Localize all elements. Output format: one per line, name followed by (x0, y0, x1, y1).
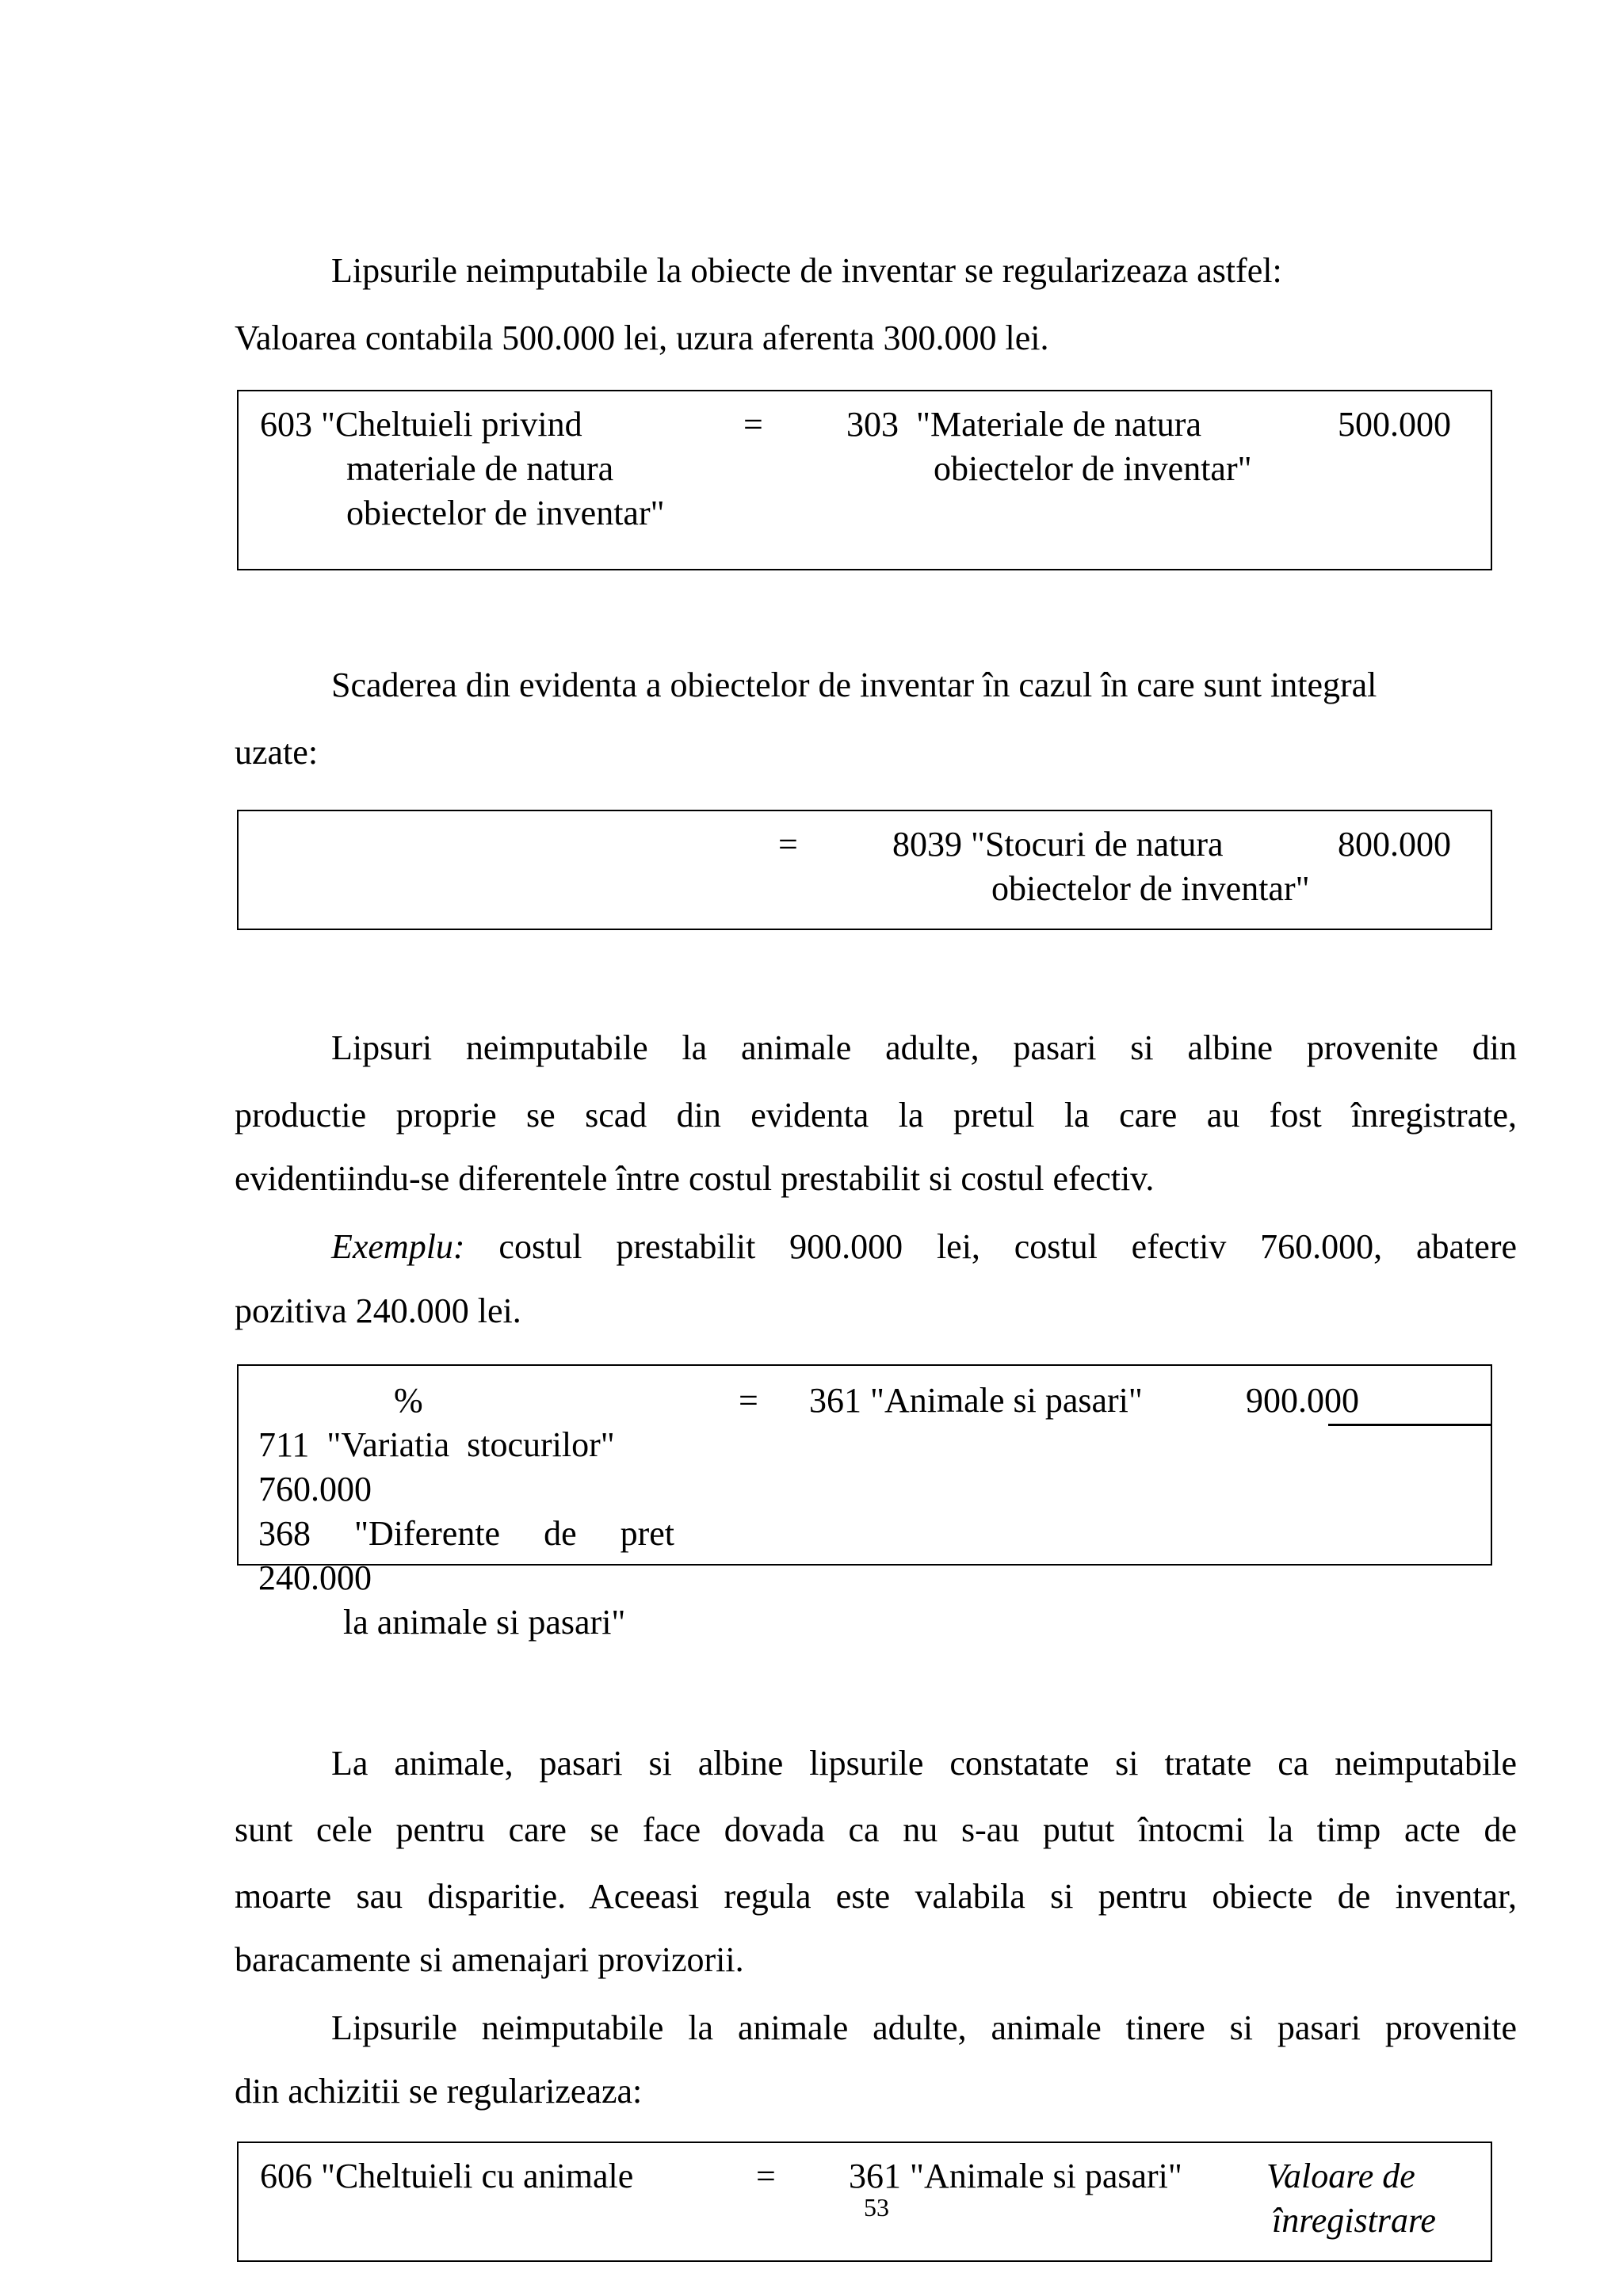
para2-line2: uzate: (235, 733, 319, 772)
entry1-equals: = (743, 405, 763, 444)
entry1-amount: 500.000 (1338, 405, 1451, 444)
entry4-equals: = (756, 2157, 776, 2195)
para1-line2: Valoarea contabila 500.000 lei, uzura aferenta 300.000 lei. (235, 318, 1049, 357)
para5-line4: baracamente si amenajari provizorii. (235, 1940, 744, 1979)
entry1-credit-line1: 303 "Materiale de natura (846, 405, 1201, 444)
para3-line2: productie proprie se scad din evidenta la pretul la care au fost înregistrate, (235, 1096, 1517, 1135)
para4-line1-rest: costul prestabilit 900.000 lei, costul efectiv 760.000, abatere (464, 1227, 1517, 1266)
para6-line2: din achizitii se regularizeaza: (235, 2072, 643, 2111)
para4-line2: pozitiva 240.000 lei. (235, 1291, 521, 1330)
para5-line3: moarte sau disparitie. Aceeasi regula este valabila si pentru obiecte de inventar, (235, 1877, 1517, 1916)
para2-line1: Scaderea din evidenta a obiectelor de inventar în cazul în care sunt integral (331, 666, 1377, 704)
accounting-entry-box-2 (237, 810, 1492, 930)
entry2-amount: 800.000 (1338, 825, 1451, 864)
entry3-debit-line5: la animale si pasari" (343, 1603, 626, 1642)
entry3-debit-line1: 711 "Variatia stocurilor" (258, 1425, 615, 1464)
entry1-credit-line2: obiectelor de inventar" (934, 449, 1252, 488)
entry2-credit-line2: obiectelor de inventar" (991, 869, 1310, 908)
page-number: 53 (864, 2193, 889, 2222)
entry3-debit-line3: 368 "Diferente de pret (258, 1514, 675, 1553)
entry1-debit-line2: materiale de natura (346, 449, 614, 488)
entry4-debit: 606 "Cheltuieli cu animale (260, 2157, 634, 2195)
para4-line1 (331, 1226, 1517, 1267)
entry3-amount: 900.000 (1246, 1381, 1359, 1420)
para3-line1: Lipsuri neimputabile la animale adulte, pasari si albine provenite din (331, 1028, 1517, 1067)
para1-line1: Lipsurile neimputabile la obiecte de inventar se regularizeaza astfel: (331, 251, 1282, 290)
entry4-amount-line1: Valoare de (1266, 2157, 1415, 2195)
entry3-underline (1328, 1424, 1492, 1426)
entry3-debit-line2: 760.000 (258, 1470, 372, 1508)
para3-line3: evidentiindu-se diferentele între costul prestabilit si costul efectiv. (235, 1159, 1155, 1198)
entry1-debit-line3: obiectelor de inventar" (346, 494, 665, 532)
entry1-debit-line1: 603 "Cheltuieli privind (260, 405, 582, 444)
para6-line1: Lipsurile neimputabile la animale adulte, animale tinere si pasari provenite (331, 2008, 1517, 2047)
para5-line2: sunt cele pentru care se face dovada ca nu s-au putut întocmi la timp acte de (235, 1810, 1517, 1849)
entry4-amount-line2: înregistrare (1272, 2201, 1436, 2240)
entry2-credit-line1: 8039 "Stocuri de natura (892, 825, 1224, 864)
entry3-debit-header: % (394, 1381, 423, 1420)
entry3-credit: 361 "Animale si pasari" (809, 1381, 1143, 1420)
entry3-debit-line4: 240.000 (258, 1558, 372, 1597)
entry3-equals: = (739, 1381, 758, 1420)
entry2-equals: = (778, 825, 798, 864)
entry4-credit: 361 "Animale si pasari" (849, 2157, 1182, 2195)
accounting-entry-box-1 (237, 390, 1492, 570)
example-label: Exemplu: (331, 1227, 465, 1266)
para5-line1: La animale, pasari si albine lipsurile constatate si tratate ca neimputabile (331, 1744, 1517, 1783)
